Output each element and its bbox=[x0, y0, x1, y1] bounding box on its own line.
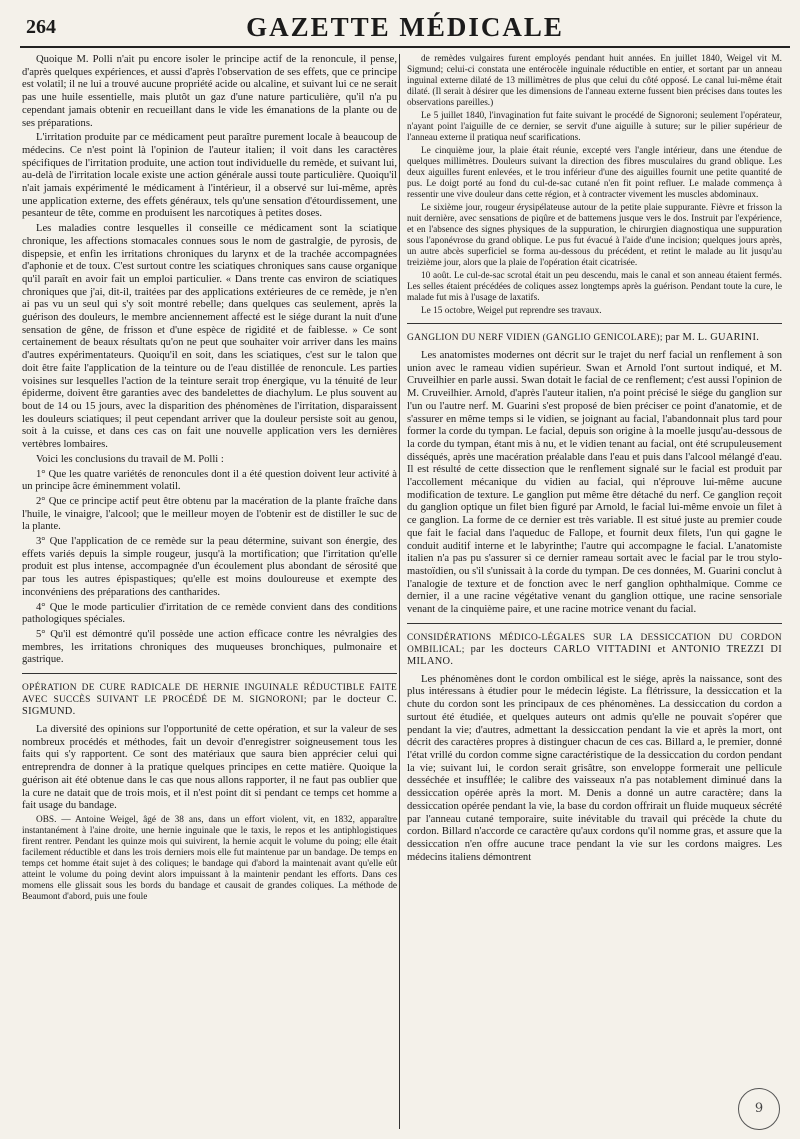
journal-title: GAZETTE MÉDICALE bbox=[246, 12, 564, 42]
paragraph: 5° Qu'il est démontré qu'il possède une action efficace contre les névralgies des membres, les irritations chroniques des muqueuses bronchiques, pulmonaire et gastrique. bbox=[22, 628, 397, 666]
paragraph: de remèdes vulgaires furent employés pendant huit années. En juillet 1840, Weigel vit M. Sigmund; celui-ci constata une entérocèle inguinale réductible en entier, et sortant par un anneau inguinal externe dilaté de 13 millimètres de plus que celui du côté opposé. Le canal lui-même était dilaté. (Il serait à désirer que les dimensions de l'anneau externe fussent bien précises dans toutes les observations pareilles.) bbox=[407, 54, 782, 108]
paragraph: Les anatomistes modernes ont décrit sur le trajet du nerf facial un renflement à son union avec le rameau vidien supérieur. Swan et Arnold l'ont surtout indiqué, et M. Cruveilhier en parle aussi. Swan dotait le facial de ce renflement; c'est aussi l'opinion de M. Cruveilhier. Arnold, d'après l'auteur italien, n'a point précisé le siége du ganglion sur l'un ou l'autre nerf. M. Guarini s'est proposé de bien préciser ce point d'anatomie, et de s'assurer en même temps si le vidien, se joignant au facial, l'abandonnait plus tard pour former la corde du tympan. Le facial, depuis son origine à la moelle jusqu'au-dessous de la corde du tympan, étant mis à nu, et le vidien tenant au facial, ont été scrupuleusement disséqués, après une macération préalable dans l'eau et puis dans l'alcool mélangé d'eau. Il est résulté de cette dissection que le renflement signalé sur le facial est produit par l'accollement mécanique du vidien au facial, qui n'éprouve lui-même aucune modification de texture. Le ganglion put même être détaché du nerf. Ce ganglion reçoit du ganglion optique un filet bien figuré par Arnold, le facial lui-même envoie un filet à ce ganglion. La forme de ce dernier est très variable. Il est situé juste au premier coude que fait le facial dans l'aqueduc de Fallope, et fournit deux filets, l'un qui gagne le conduit auditif interne et le labyrinthe; l'autre qui accompagne le facial. L'anatomiste italien n'a pas pu s'assurer si ce dernier rameau sortait avec le facial par le trou stylo-mastoïdien, ou s'il s'unissait à la corde du tympan. De ces données, M. Guarini conclut à l'analogie de texture et de fonction avec le nerf ganglion ophthalmique. Comme ce dernier, il a une racine végétative venant du ganglion ottique, une racine sensoriale venant de la cinquième paire, et une racine motrice venant du facial. bbox=[407, 350, 782, 616]
paragraph: Voici les conclusions du travail de M. Polli : bbox=[36, 453, 224, 465]
section-title-cordon: CONSIDÉRATIONS MÉDICO-LÉGALES SUR LA DESSICCATION DU CORDON OMBILICAL; bbox=[407, 632, 782, 655]
right-top-body bbox=[407, 54, 782, 317]
section-title-hernie: OPÉRATION DE CURE RADICALE DE HERNIE INGUINALE RÉDUCTIBLE FAITE AVEC SUCCÈS SUIVANT LE PROCÉDÉ DE M. SIGNORONI; bbox=[22, 683, 397, 706]
right-column bbox=[407, 54, 782, 1129]
paragraph: 10 août. Le cul-de-sac scrotal était un peu descendu, mais le canal et son anneau étaient fermés. Les selles étaient précédées de coliques assez longtemps après la guérison. Pendant toute la cure, le malade fut mis à l'usage de laxatifs. bbox=[407, 271, 782, 303]
section-heading-hernie bbox=[22, 673, 397, 718]
ganglion-body bbox=[407, 350, 782, 617]
section-byline-hernie: par le docteur C. SIGMUND. bbox=[22, 694, 397, 718]
page-header bbox=[20, 10, 790, 48]
paragraph: La diversité des opinions sur l'opportunité de cette opération, et sur la valeur de ses nombreux procédés et méthodes, fait un devoir d'enregistrer soigneusement tous les faits qui s'y rapportent. Ce sont des matériaux que saura bien apprécier celui qui entreprendra de donner à la pratique quelques principes en cette matière. Quoique la guérison ait été obtenue dans le cas que nous allons rapporter, il ne faut pas oublier que la cure ne datait que de trois mois, et il n'est point dit si pendant ce temps cet homme a fait usage du bandage. bbox=[22, 724, 397, 812]
paragraph: 3° Que l'application de ce remède sur la peau détermine, suivant son énergie, des effets variés depuis la simple rougeur, jusqu'à la mortification; que l'irritation qu'elle produit est plus intense, accompagnée d'un écoulement plus abondant de sérosité que par tous les autres épispastiques; qu'elle est moins douloureuse et exempte des inconvéniens des préparations des cantharides. bbox=[22, 536, 397, 598]
cordon-body bbox=[407, 674, 782, 865]
left-column bbox=[22, 54, 397, 1129]
paragraph: 4° Que le mode particulier d'irritation de ce remède convient dans des conditions pathologiques spéciales. bbox=[22, 601, 397, 626]
paragraph: Le 15 octobre, Weigel put reprendre ses travaux. bbox=[421, 306, 602, 316]
paragraph: 1° Que les quatre variétés de renoncules dont il a été question doivent leur activité à un principe âcre éminemment volatil. bbox=[22, 468, 397, 493]
paragraph: Les maladies contre lesquelles il conseille ce médicament sont la sciatique chronique, les affections stomacales connues sous le nom de gastralgie, de pyrosis, de dispepsie, et enfin les irritations chroniques du larynx et de la trachée accompagnées d'aphonie et de toux. C'est surtout contre les sciatiques chroniques sans cause organique qu'il paraît en avoir fait un emploi particulier. « Dans trente cas environ de sciatiques chroniques que j'ai, dit-il, traitées par des applications extérieures de ce remède, je n'en ai pas vu un seul qui s'y soit montré rebelle; dans quelques cas seulement, après la guérison des douleurs, le membre anciennement affecté est le siége durant la nuit d'une sensation de gêne, de frisson et d'une espèce de rigidité et de faiblesse. » Ce sont certainement de beaux résultats qu'on ne peut que souhaiter voir arriver dans les mains d'autres expérimentateurs. Quoiqu'il en soit, dans les sciatiques, c'est sur le talon que doit être faite l'application de la teinture ou de l'eau distillée de renoncule. Les parties voisines sur lesquelles l'action de la teinture serait trop énergique, vu la ténuité de leur épiderme, doivent être garanties avec des bandelettes de diachylum. Le plus souvent au bout de 14 ou 15 jours, avec la disparition des phénomènes de l'irritation, disparaissent les douleurs sciatiques; il peut cependant arriver que la douleur persiste soit au genou, soit à la cuisse, et dans ces cas on fait une nouvelle application vers les dernières vertèbres lombaires. bbox=[22, 223, 397, 451]
paragraph: L'irritation produite par ce médicament peut paraître purement locale à beaucoup de médecins. Ce n'est point là l'opinion de l'auteur italien; il voit dans les caractères spécifiques de l'irritation produite, une action tout individuelle du remède, et suivant lui, au-delà de l'irritation locale existe une action générale aussi toute particulière. Quoiqu'il n'ait jamais expérimenté le médicament à l'intérieur, il a observé sur lui-même, après une application externe, des effets généraux, tels qu'une sensation d'étourdissement, une pesanteur de tête, comme en produisent les narcotiques à petites doses. bbox=[22, 132, 397, 220]
left-body bbox=[22, 54, 397, 667]
observation-paragraph: OBS. — Antoine Weigel, âgé de 38 ans, dans un effort violent, vit, en 1832, apparaître instantanément à l'aine droite, une hernie inguinale que le taxis, le repos et les antiphlogistiques firent rentrer. Pendant les quinze mois qui suivirent, la hernie acquit le volume du poing; elle était facilement réductible et dans les trois derniers mois elle fut maintenue par un bandage. De temps en temps cet homme était sujet à des coliques; le bandage qui d'abord la maintenait avant qu'elle eût atteint le volume du poing devint alors impuissant à la maintenir pendant les efforts. Dans ces momens elle glissait sous les bords du bandage et causait de grandes coliques. La méthode de Beaumont d'abord, puis une foule bbox=[22, 814, 397, 902]
column-divider bbox=[399, 54, 400, 1129]
paragraph: Le sixième jour, rougeur érysipélateuse autour de la petite plaie suppurante. Fièvre et frisson la nuit dernière, avec sensations de piqûre et de battemens jusque vers le dos. Instruit par l'expérience, et en l'absence des signes physiques de la suppuration, le chirurgien diagnostiqua une suppuration sous l'aponévrose du grand oblique. Le pus fut évacué à l'aide d'une incision; quelques jours après, un autre abcès superficiel se forma au-dessous du précédent, et retint le malade au lit jusqu'au treizième jour, alors que la plaie de l'opération était cicatrisée. bbox=[407, 203, 782, 268]
paragraph: Le 5 juillet 1840, l'invagination fut faite suivant le procédé de Signoroni; seulement l'opérateur, n'ayant point l'aiguille de ce dernier, se servit d'une aiguille à suture; sur le pilier supérieur de l'anneau externe il pratiqua neuf scarifications. bbox=[407, 111, 782, 143]
section-title-ganglion: GANGLION DU NERF VIDIEN (GANGLIO GENICOLARE); bbox=[407, 333, 663, 343]
section-heading-ganglion bbox=[407, 323, 782, 344]
hernie-body bbox=[22, 724, 397, 813]
section-heading-cordon bbox=[407, 623, 782, 668]
page-number: 264 bbox=[26, 16, 56, 38]
paragraph: 2° Que ce principe actif peut être obtenu par la macération de la plante fraîche dans l'huile, le vinaigre, l'alcool; que le meilleur moyen de l'obtenir est de distiller le suc de la plante. bbox=[22, 495, 397, 533]
library-stamp: 9 bbox=[738, 1088, 780, 1130]
paragraph: Les phénomènes dont le cordon ombilical est le siége, après la naissance, sont des plus intéressans à étudier pour le médecin légiste. La flétrissure, la dessiccation et la chute du cordon sont les principaux de ces phénomènes. La dessiccation du cordon a surtout été étudiée, et quelques auteurs ont admis qu'elle ne pouvait s'opérer que pendant la vie; d'autres, admettant la dessiccation pendant la vie et après la mort, ont décrit des caractères propres à distinguer chacun de ces cas. Billard a, le premier, donné l'état vrillé du cordon comme signe caractéristique de la dessiccation du cordon pendant la vie; suivant lui, le cordon serait grisâtre, son enveloppe formerait une pellicule desséchée et insufflée; le calibre des vaisseaux n'a pas notablement diminué dans la dessiccation opérée après la mort. M. Denis a donné un autre caractère; dans la dessiccation opérée pendant la vie, la base du cordon offrirait un fluide muqueux sécrété par l'anneau cutané temporaire, suite inévitable du travail qui précède la chute du cordon. Billard n'accorde ce caractère qu'aux cordons qu'il nomme gras, et assure que la dessiccation n'en offre aucune trace pendant la vie sur les cordons maigres. Les médecins italiens démontrent bbox=[407, 673, 782, 863]
paragraph: Quoique M. Polli n'ait pu encore isoler le principe actif de la renoncule, il pense, d'après quelques expériences, et aussi d'après l'observation de ses effets, que ce principe est volatil; il ne lui a trouvé aucune propriété acide ou alcaline, et suivant lui ce ne serait pas une huile essentielle, mais plutôt un gaz d'une nature particulière, qu'il n'a pu cependant jamais obtenir en recueillant dans le vide les émanations de la plante ou de ses préparations. bbox=[22, 54, 397, 129]
section-byline-cordon: par les docteurs CARLO VITTADINI et ANTONIO TREZZI DI MILANO. bbox=[407, 643, 782, 667]
section-byline-ganglion: par M. L. GUARINI. bbox=[665, 332, 760, 343]
paragraph: Le cinquième jour, la plaie était réunie, excepté vers l'angle intérieur, dans une étendue de quelques millimètres. Douleurs suivant la direction des fibres musculaires du grand oblique. Les deux aiguilles furent enlevées, et le trou inférieur d'une des aiguilles fournit une petite quantité de pus. Le doigt porté au fond du cul-de-sac cutané n'en fit point refluer. Le malade commença à ressentir une vive douleur dans cette région, et à contracter vivement les muscles abdominaux. bbox=[407, 146, 782, 200]
